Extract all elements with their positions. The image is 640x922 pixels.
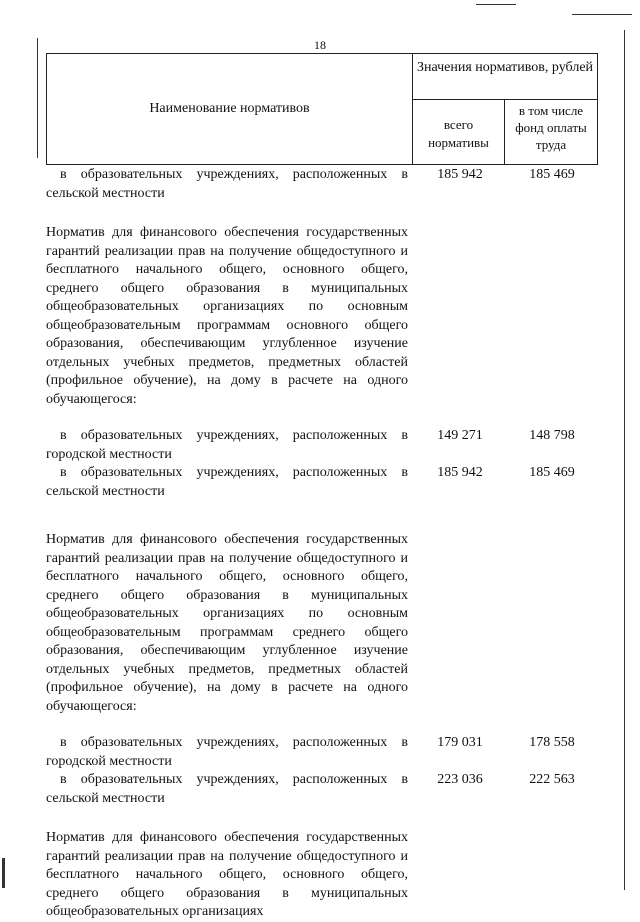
- table-row: [46, 734, 606, 771]
- table-row: [46, 427, 606, 464]
- row-total-value: 149 271: [437, 428, 483, 443]
- scan-edge-line-right: [624, 30, 625, 890]
- scan-edge-line-top: [476, 4, 516, 5]
- scan-edge-mark-left: [2, 858, 5, 888]
- table-row: [46, 771, 606, 808]
- page-number: 18: [314, 38, 326, 52]
- header-wage-column: в том числе фонд оплаты труда: [515, 103, 587, 152]
- row-total-value: 179 031: [437, 735, 483, 750]
- row-text: Норматив для финансового обеспечения государственных гарантий реализации прав на получение общедоступного и бесплатного начального общего, основного общего, среднего общего образования в муниципальных общеобразовательных организациях по основным общеобразовательным программам основного общего образования, обеспечивающим углубленное изучение отдельных учебных предметов, предметных областей (профильное обучение), на дому в расчете на одного обучающегося:: [46, 225, 408, 407]
- table-header: [46, 53, 598, 165]
- row-text: в образовательных учреждениях, расположенных в городской местности: [46, 428, 408, 462]
- row-wage-value: 178 558: [529, 735, 575, 750]
- row-total-value: 185 942: [437, 167, 483, 182]
- table-body: [46, 166, 606, 922]
- header-values-title: Значения нормативов, рублей: [413, 54, 597, 100]
- row-text: Норматив для финансового обеспечения государственных гарантий реализации прав на получение общедоступного и бесплатного начального общего, основного общего, среднего общего образования в муниципальных общеобразовательных организациях: [46, 830, 408, 919]
- row-wage-value: 185 469: [529, 167, 575, 182]
- table-row: [46, 531, 606, 716]
- table-row: [46, 464, 606, 501]
- table-row: [46, 829, 606, 922]
- scan-edge-line-top-right: [572, 14, 632, 15]
- scan-edge-line-left: [37, 38, 38, 158]
- header-total-column: всего нормативы: [413, 100, 505, 164]
- row-text: в образовательных учреждениях, расположенных в сельской местности: [46, 772, 408, 806]
- row-total-value: 185 942: [437, 465, 483, 480]
- header-name-column: Наименование нормативов: [47, 54, 413, 164]
- row-text: Норматив для финансового обеспечения государственных гарантий реализации прав на получение общедоступного и бесплатного начального общего, основного общего, среднего общего образования в муниципальных общеобразовательных организациях по основным общеобразовательным программам среднего общего образования, обеспечивающим углубленное изучение отдельных учебных предметов, предметных областей (профильное обучение), на дому в расчете на одного обучающегося:: [46, 532, 408, 714]
- row-wage-value: 148 798: [529, 428, 575, 443]
- table-row: [46, 224, 606, 409]
- row-wage-value: 222 563: [529, 772, 575, 787]
- row-total-value: 223 036: [437, 772, 483, 787]
- row-text: в образовательных учреждениях, расположенных в городской местности: [46, 735, 408, 769]
- table-row: [46, 166, 606, 203]
- row-text: в образовательных учреждениях, расположенных в сельской местности: [46, 167, 408, 201]
- row-text: в образовательных учреждениях, расположенных в сельской местности: [46, 465, 408, 499]
- row-wage-value: 185 469: [529, 465, 575, 480]
